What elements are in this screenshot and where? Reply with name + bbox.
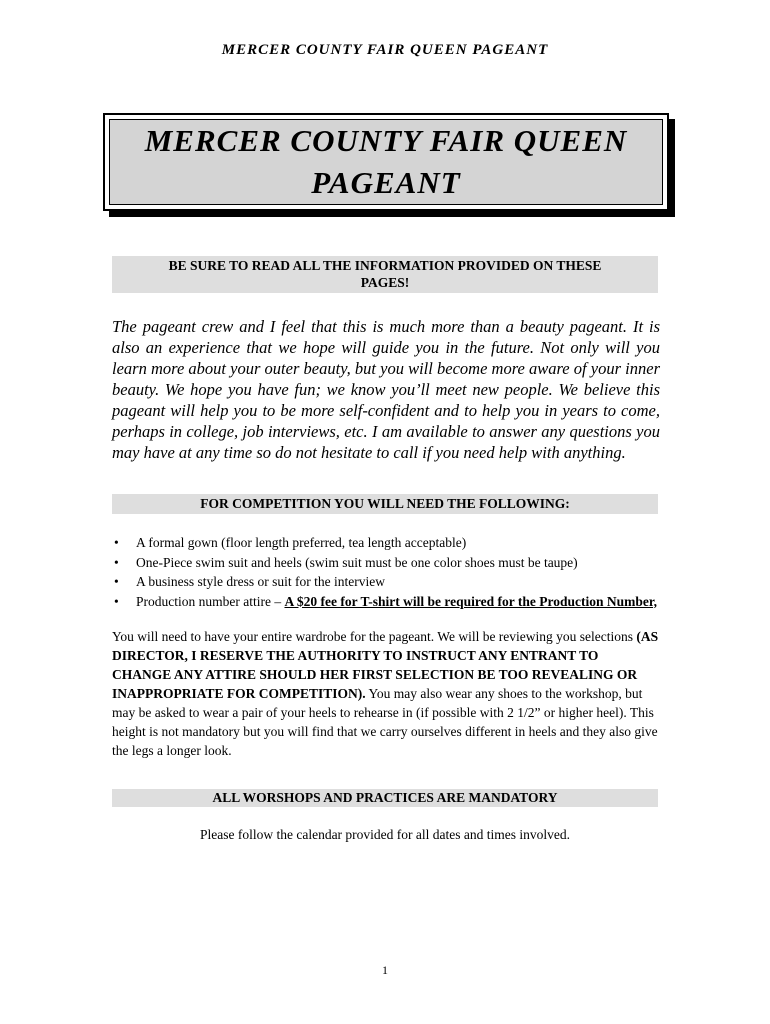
list-item-text: A formal gown (floor length preferred, tea length acceptable) [136,535,467,550]
list-item [112,533,660,553]
competition-heading: FOR COMPETITION YOU WILL NEED THE FOLLOWING: [112,494,658,514]
wardrobe-text-2: You may also wear any shoes to the workshop, but may be asked to wear a pair of your heels to rehearse in (if possible with 2 1/2” or higher heel). This height is not mandatory but you will find that we carry ourselves different in heels and they also give the legs a longer look. [112,686,658,758]
calendar-note: Please follow the calendar provided for all dates and times involved. [199,827,570,842]
read-notice-line-1: BE SURE TO READ ALL THE INFORMATION PROVIDED ON THESE [168,258,602,273]
wardrobe-text-1: You will need to have your entire wardrobe for the pageant. We will be reviewing you selections [112,629,637,644]
read-notice-bar [112,256,658,293]
list-item-text: A business style dress or suit for the interview [136,574,385,589]
workshops-heading: ALL WORSHOPS AND PRACTICES ARE MANDATORY [112,789,658,807]
production-prefix: Production number attire – [136,593,285,609]
requirements-list [112,533,660,611]
title-panel [109,119,663,205]
list-item [112,553,660,573]
bullet-icon: • [114,535,119,550]
list-item-text: One-Piece swim suit and heels (swim suit must be one color shoes must be taupe) [136,554,578,570]
bullet-icon: • [114,554,119,570]
production-fee-note: A $20 fee for T-shirt will be required for the Production Number, [284,593,657,609]
running-header: MERCER COUNTY FAIR QUEEN PAGEANT [221,42,549,58]
intro-paragraph: The pageant crew and I feel that this is much more than a beauty pageant. It is also an experience that we hope will guide you in the future. Not only will you learn more about your outer beauty, but you will become more aware of your inner beauty. We hope you have fun; we know you’ll meet new people. We believe this pageant will help you to be more self-confident and to help you in years to come, perhaps in college, job interviews, etc. I am available to answer any questions you may have at any time so do not hesitate to call if you need help with anything. [112,317,660,462]
bullet-icon: • [114,593,119,609]
title-line-1: MERCER COUNTY FAIR QUEEN [144,123,628,158]
bullet-icon: • [114,574,119,589]
list-item [112,572,660,592]
read-notice-line-2: PAGES! [360,275,410,290]
title-line-2: PAGEANT [311,165,461,200]
wardrobe-paragraph [112,627,660,760]
list-item-production [112,592,660,612]
director-authority-note: (AS DIRECTOR, I RESERVE THE AUTHORITY TO INSTRUCT ANY ENTRANT TO CHANGE ANY ATTIRE SHOULD HER FIRST SELECTION BE TOO REVEALING OR INAPPROPRIATE FOR COMPETITION). [112,629,659,701]
page-number: 1 [382,963,388,977]
title-box [103,113,669,211]
